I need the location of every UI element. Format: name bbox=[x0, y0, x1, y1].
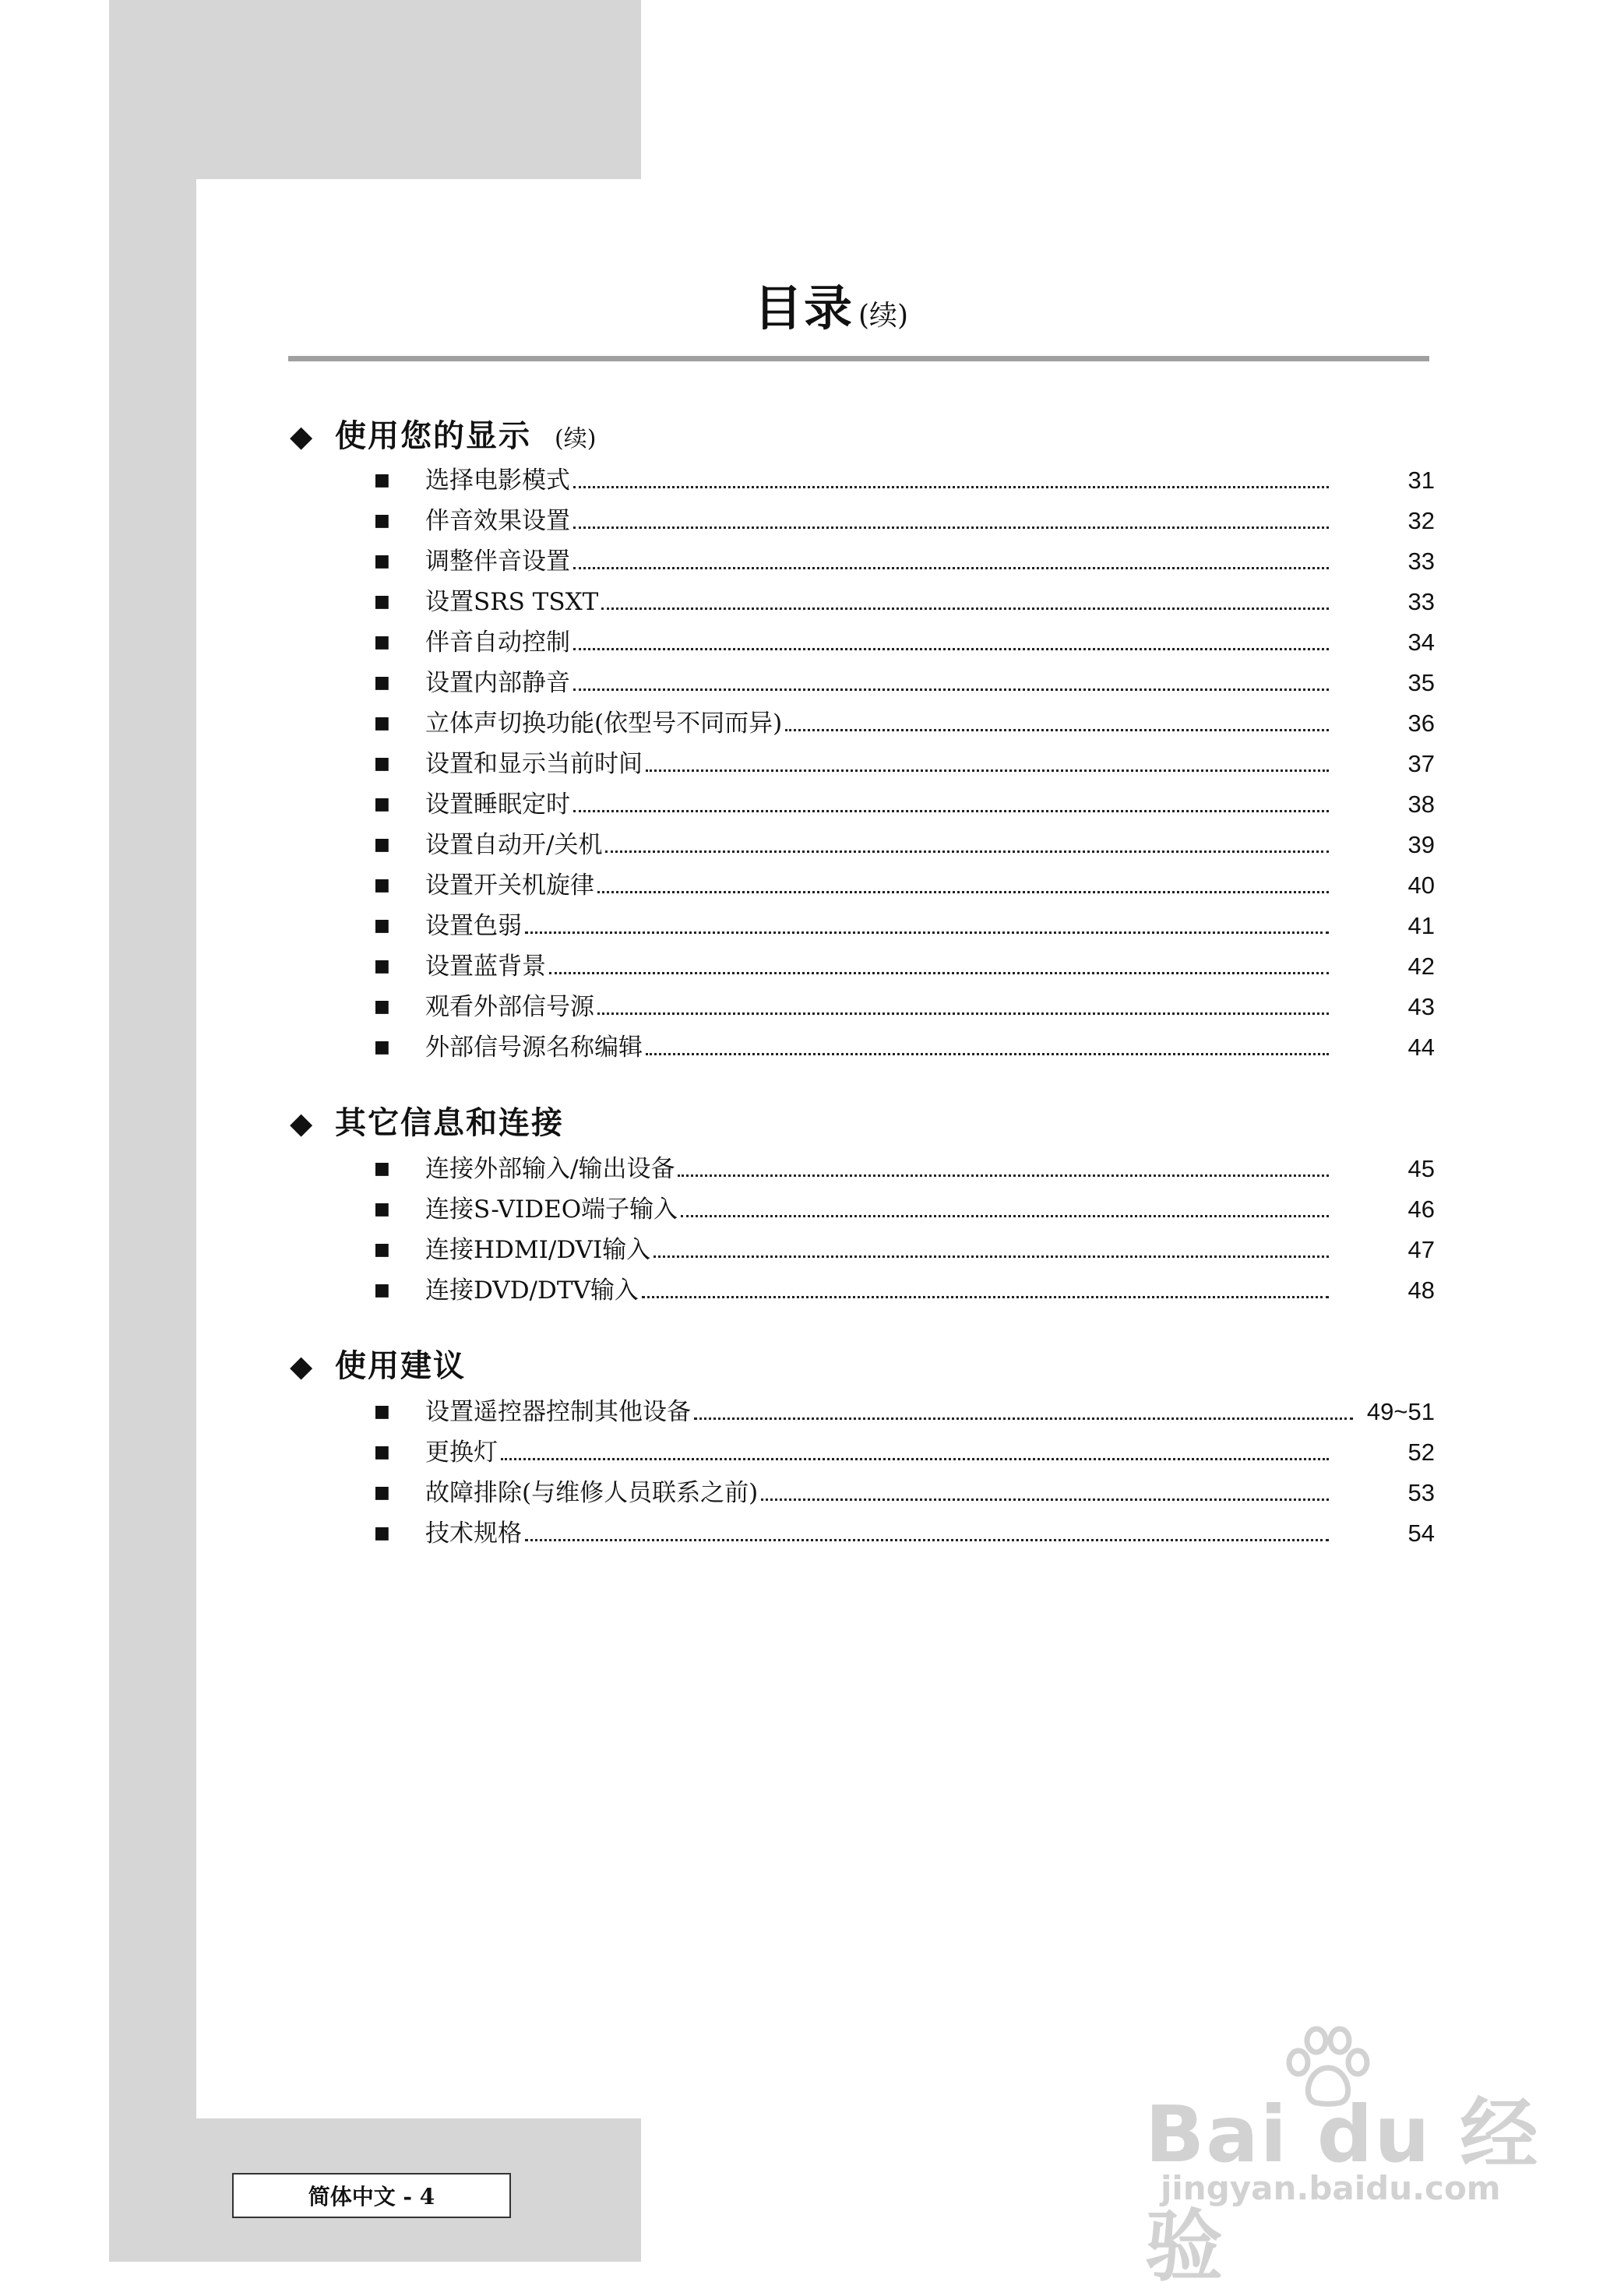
square-bullet-icon: ■ bbox=[374, 632, 390, 652]
square-bullet-icon: ■ bbox=[374, 916, 390, 935]
title-main: 目录 bbox=[754, 280, 854, 336]
toc-entry[interactable]: ■ 设置遥控器控制其他设备 49~51 bbox=[374, 1398, 1435, 1426]
square-bullet-icon: ■ bbox=[374, 592, 390, 611]
square-bullet-icon: ■ bbox=[374, 1240, 390, 1259]
dot-leader bbox=[605, 850, 1329, 853]
dot-leader bbox=[678, 1174, 1329, 1177]
dot-leader bbox=[785, 728, 1329, 731]
title-rule bbox=[288, 356, 1429, 361]
gray-band-top bbox=[109, 0, 641, 179]
toc-entry[interactable]: ■ 连接DVD/DTV输入 48 bbox=[374, 1277, 1435, 1305]
square-bullet-icon: ■ bbox=[374, 956, 390, 976]
page-number-box bbox=[232, 2173, 511, 2218]
dot-leader bbox=[525, 931, 1329, 934]
toc-entry[interactable]: ■ 设置自动开/关机 39 bbox=[374, 831, 1435, 859]
square-bullet-icon: ■ bbox=[374, 511, 390, 530]
toc-entry[interactable]: ■ 设置开关机旋律 40 bbox=[374, 872, 1435, 900]
page-title bbox=[754, 269, 908, 339]
watermark-url: jingyan.baidu.com bbox=[1161, 2169, 1501, 2207]
dot-leader bbox=[654, 1255, 1329, 1258]
square-bullet-icon: ■ bbox=[374, 997, 390, 1016]
square-bullet-icon: ■ bbox=[374, 551, 390, 571]
square-bullet-icon: ■ bbox=[374, 794, 390, 814]
diamond-bullet-icon: ◆ bbox=[290, 419, 313, 453]
square-bullet-icon: ■ bbox=[374, 1523, 390, 1543]
watermark-logo: Bai du 经验 bbox=[1145, 2089, 1540, 2292]
title-sub: (续) bbox=[858, 300, 909, 332]
square-bullet-icon: ■ bbox=[374, 1037, 390, 1057]
toc-entry[interactable]: ■ 设置睡眠定时 38 bbox=[374, 791, 1435, 819]
diamond-bullet-icon: ◆ bbox=[290, 1349, 313, 1383]
dot-leader bbox=[761, 1498, 1329, 1501]
dot-leader bbox=[597, 890, 1329, 893]
toc-entry[interactable]: ■ 调整伴音设置 33 bbox=[374, 548, 1435, 576]
square-bullet-icon: ■ bbox=[374, 1483, 390, 1502]
footer-text: 简体中文 - 4 bbox=[308, 2184, 435, 2210]
square-bullet-icon: ■ bbox=[374, 1199, 390, 1219]
dot-leader bbox=[601, 607, 1329, 610]
square-bullet-icon: ■ bbox=[374, 875, 390, 895]
dot-leader bbox=[573, 688, 1329, 691]
dot-leader bbox=[646, 769, 1329, 772]
watermark bbox=[1145, 2025, 1550, 2292]
square-bullet-icon: ■ bbox=[374, 1159, 390, 1178]
toc-entry[interactable]: ■ 外部信号源名称编辑 44 bbox=[374, 1034, 1435, 1062]
dot-leader bbox=[646, 1052, 1329, 1055]
dot-leader bbox=[573, 566, 1329, 569]
dot-leader bbox=[597, 1012, 1329, 1015]
toc-entry[interactable]: ■ 伴音自动控制 34 bbox=[374, 629, 1435, 657]
toc-entry[interactable]: ■ 设置内部静音 35 bbox=[374, 669, 1435, 697]
toc-entry[interactable]: ■ 设置色弱 41 bbox=[374, 912, 1435, 940]
gray-band-left bbox=[109, 179, 196, 2262]
square-bullet-icon: ■ bbox=[374, 1442, 390, 1462]
square-bullet-icon: ■ bbox=[374, 1402, 390, 1421]
toc-entry[interactable]: ■ 连接S-VIDEO端子输入 46 bbox=[374, 1196, 1435, 1224]
square-bullet-icon: ■ bbox=[374, 470, 390, 490]
dot-leader bbox=[642, 1295, 1329, 1298]
toc-entry[interactable]: ■ 更换灯 52 bbox=[374, 1439, 1435, 1467]
toc-entry[interactable]: ■ 连接HDMI/DVI输入 47 bbox=[374, 1236, 1435, 1264]
toc-entry[interactable]: ■ 设置SRS TSXT 33 bbox=[374, 588, 1435, 616]
dot-leader bbox=[549, 971, 1329, 974]
dot-leader bbox=[573, 485, 1329, 488]
dot-leader bbox=[573, 809, 1329, 812]
square-bullet-icon: ■ bbox=[374, 754, 390, 773]
dot-leader bbox=[573, 647, 1329, 650]
square-bullet-icon: ■ bbox=[374, 713, 390, 733]
toc-entry[interactable]: ■ 观看外部信号源 43 bbox=[374, 993, 1435, 1021]
section-heading: ◆ 使用建议 bbox=[290, 1347, 466, 1384]
toc-entry[interactable]: ■ 设置和显示当前时间 37 bbox=[374, 750, 1435, 778]
toc-entry[interactable]: ■ 技术规格 54 bbox=[374, 1520, 1435, 1548]
dot-leader bbox=[694, 1417, 1353, 1420]
dot-leader bbox=[501, 1457, 1329, 1460]
section-heading: ◆ 其它信息和连接 bbox=[290, 1104, 564, 1141]
dot-leader bbox=[573, 526, 1329, 529]
toc-entry[interactable]: ■ 立体声切换功能(依型号不同而异) 36 bbox=[374, 710, 1435, 738]
square-bullet-icon: ■ bbox=[374, 1280, 390, 1300]
toc-entry[interactable]: ■ 故障排除(与维修人员联系之前) 53 bbox=[374, 1479, 1435, 1507]
toc-entry[interactable]: ■ 连接外部输入/输出设备 45 bbox=[374, 1155, 1435, 1183]
dot-leader bbox=[681, 1214, 1329, 1217]
section-heading: ◆ 使用您的显示 (续) bbox=[290, 417, 597, 454]
toc-entry[interactable]: ■ 伴音效果设置 32 bbox=[374, 507, 1435, 535]
toc-entry[interactable]: ■ 选择电影模式 31 bbox=[374, 467, 1435, 495]
diamond-bullet-icon: ◆ bbox=[290, 1106, 313, 1140]
square-bullet-icon: ■ bbox=[374, 673, 390, 692]
square-bullet-icon: ■ bbox=[374, 835, 390, 854]
toc-entry[interactable]: ■ 设置蓝背景 42 bbox=[374, 953, 1435, 981]
dot-leader bbox=[525, 1538, 1329, 1541]
